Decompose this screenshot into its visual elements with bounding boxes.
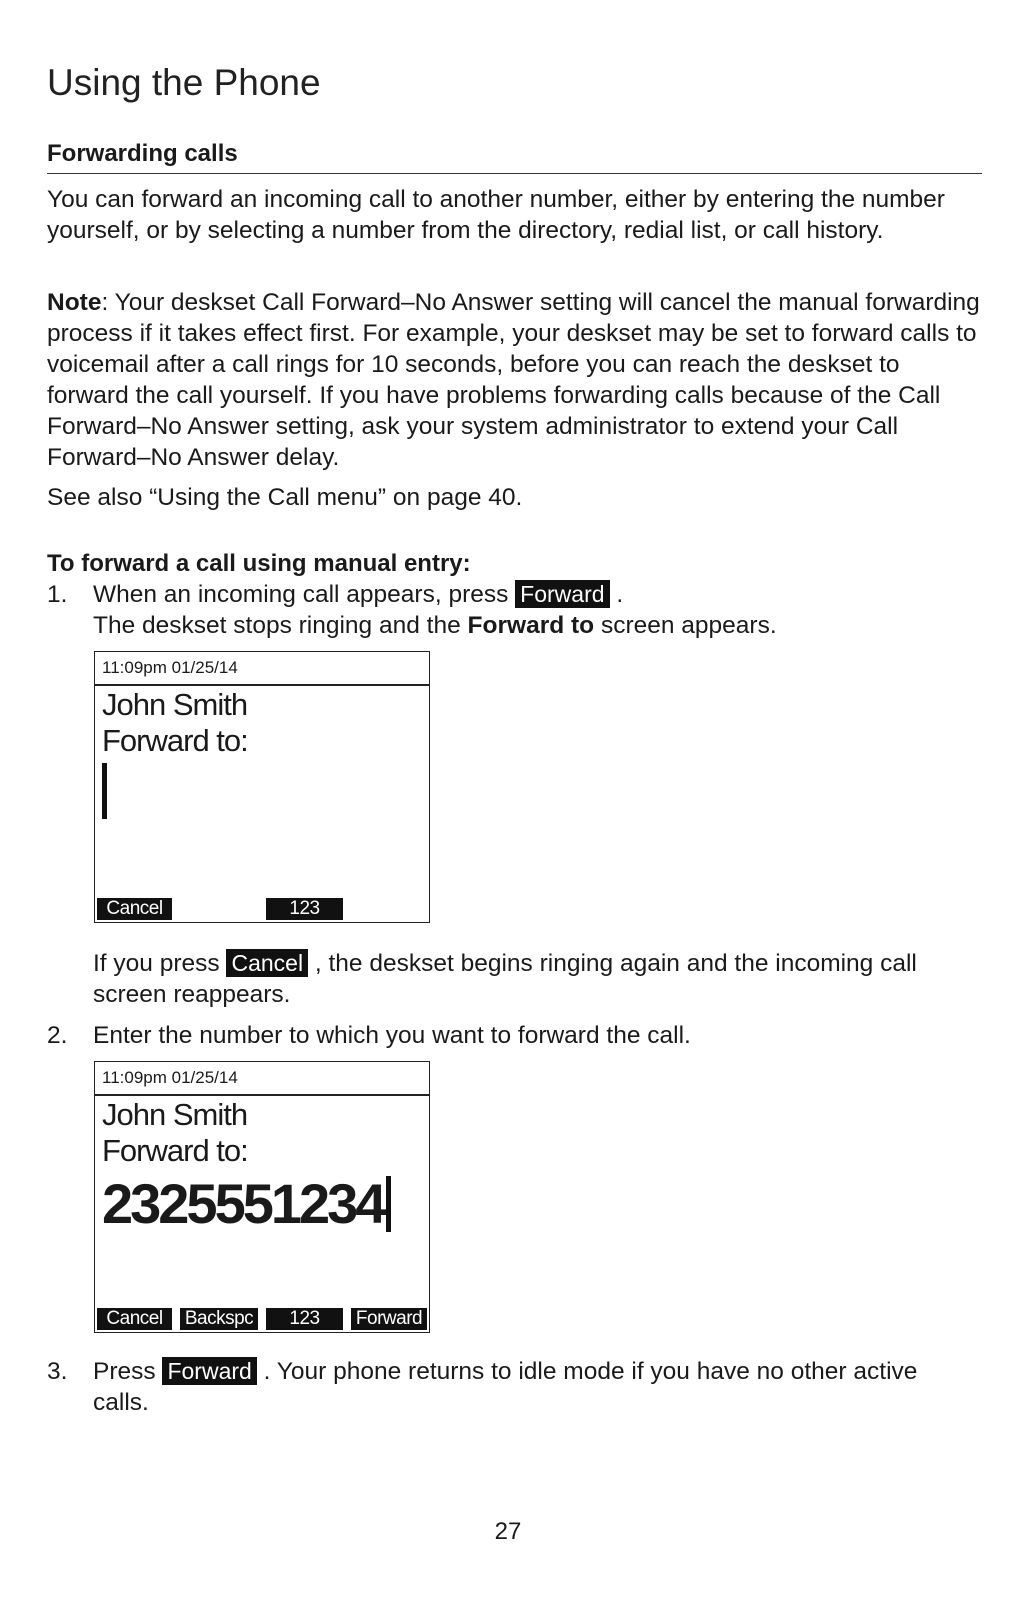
note-text: : Your deskset Call Forward–No Answer setting will cancel the manual forwarding process if it takes effect first. For example, your deskset may be set to forward calls to voicemail after a call rings for 10 seconds, before you can reach the deskset to forward the call yourself. If you have problems forwarding calls because of the Call Forward–No Answer setting, ask your system administrator to extend your Call Forward–No Answer delay.	[47, 289, 980, 471]
caller-name: John Smith	[102, 1097, 248, 1132]
step-1-after: .	[616, 581, 624, 608]
step-2-number: 2.	[47, 1022, 68, 1049]
softkey-cancel: Cancel	[97, 898, 172, 920]
entry-field	[95, 763, 429, 819]
step-2-text: Enter the number to which you want to forward the call.	[93, 1022, 691, 1049]
entered-number-row	[95, 1173, 429, 1235]
caller-name: John Smith	[102, 687, 248, 722]
step-1-line2-after: screen appears.	[600, 612, 777, 639]
softkey-bar	[97, 1308, 427, 1330]
cancel-note	[93, 948, 983, 1010]
procedure-heading: To forward a call using manual entry:	[47, 550, 471, 577]
forward-key-label: Forward	[515, 580, 609, 608]
cancel-note-before: If you press	[93, 950, 220, 977]
see-also-paragraph: See also “Using the Call menu” on page 40.	[47, 484, 523, 511]
intro-paragraph: You can forward an incoming call to another number, either by entering the number yourself, or by selecting a number from the directory, redial list, or call history.	[47, 186, 945, 244]
page-title: Using the Phone	[47, 62, 321, 103]
softkey-bar	[97, 898, 427, 920]
phone-screen-forward-number	[94, 1061, 430, 1333]
entered-number: 2325551234	[102, 1172, 384, 1235]
softkey-123: 123	[266, 1308, 343, 1330]
softkey-cancel: Cancel	[97, 1308, 172, 1330]
softkey-123: 123	[266, 898, 343, 920]
step-3-before: Press	[93, 1358, 156, 1385]
text-cursor	[386, 1176, 391, 1232]
text-cursor	[102, 763, 107, 819]
step-1-before: When an incoming call appears, press	[93, 581, 509, 608]
step-1-number: 1.	[47, 581, 68, 608]
cancel-note-after: , the deskset begins ringing again and the incoming call screen reappears.	[93, 950, 917, 1008]
softkey-forward: Forward	[351, 1308, 427, 1330]
page-number: 27	[494, 1518, 522, 1545]
note-paragraph	[47, 287, 987, 473]
forward-prompt: Forward to:	[102, 1133, 248, 1168]
step-3-after: . Your phone returns to idle mode if you have no other active calls.	[93, 1358, 918, 1416]
screen-status-bar: 11:09pm 01/25/14	[95, 652, 429, 686]
screen-status-bar: 11:09pm 01/25/14	[95, 1062, 429, 1096]
step-1-line2-before: The deskset stops ringing and the	[93, 612, 461, 639]
step-1-line2-bold: Forward to	[467, 612, 595, 639]
forward-key-label: Forward	[162, 1357, 256, 1385]
step-3-number: 3.	[47, 1358, 68, 1385]
section-heading: Forwarding calls	[47, 140, 982, 174]
cancel-key-label: Cancel	[226, 949, 308, 977]
note-label: Note	[47, 289, 102, 316]
step-1-text	[93, 579, 993, 641]
softkey-backspace: Backspc	[180, 1308, 258, 1330]
step-3-text	[93, 1356, 973, 1418]
phone-screen-forward-empty	[94, 651, 430, 923]
forward-prompt: Forward to:	[102, 723, 248, 758]
